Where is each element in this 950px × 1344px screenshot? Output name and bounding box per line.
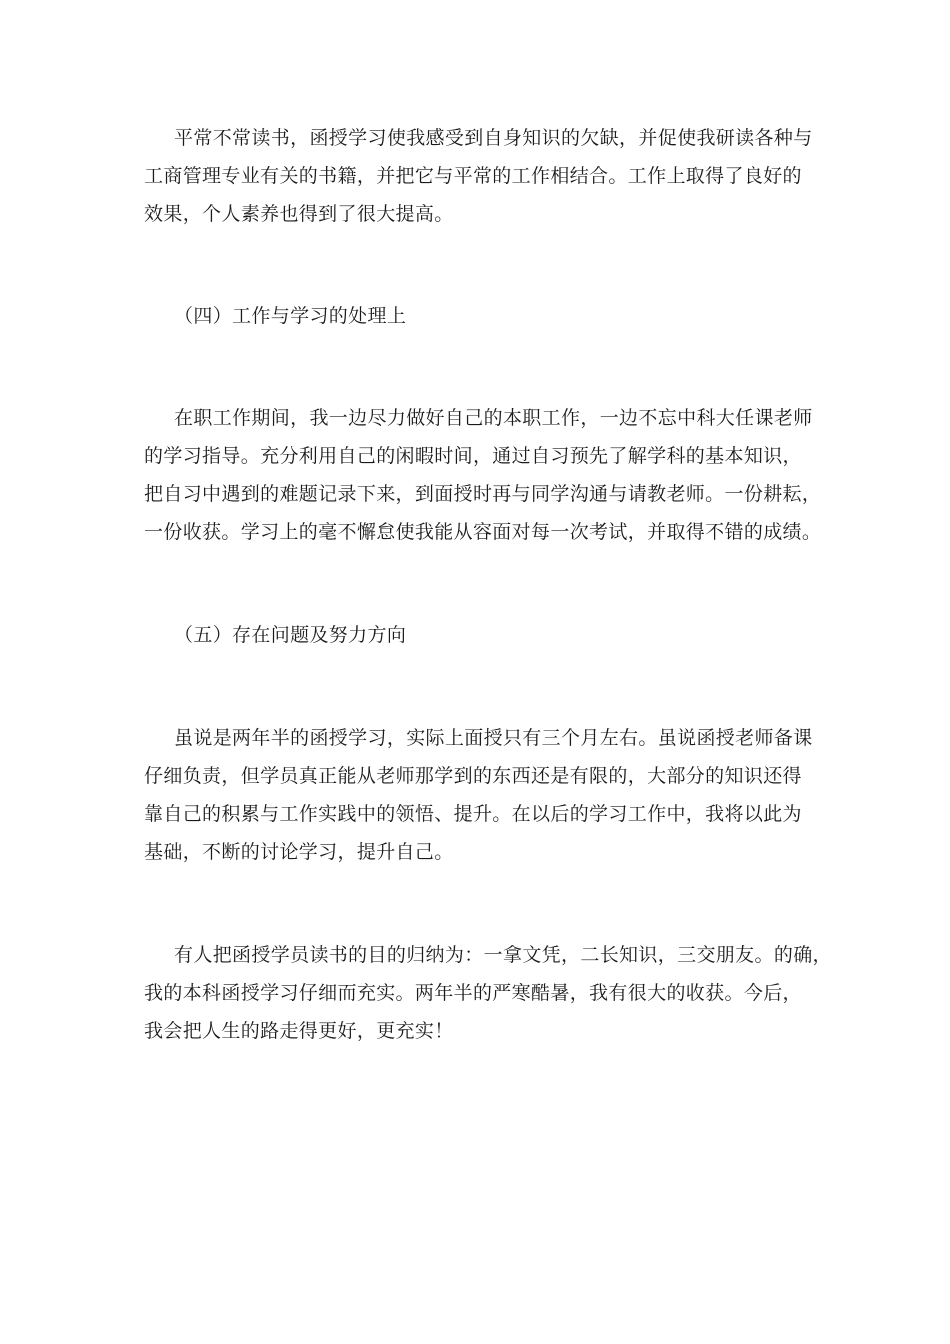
paragraph-line: 工商管理专业有关的书籍，并把它与平常的工作相结合。工作上取得了良好的 [144, 165, 802, 187]
paragraph-line: 在职工作期间，我一边尽力做好自己的本职工作，一边不忘中科大任课老师 [174, 407, 813, 429]
paragraph-line: 靠自己的积累与工作实践中的领悟、提升。在以后的学习工作中，我将以此为 [144, 803, 802, 825]
paragraph-line: 我的本科函授学习仔细而充实。两年半的严寒酷暑，我有很大的收获。今后， [144, 982, 802, 1004]
paragraph-line: 有人把函授学员读书的目的归纳为：一拿文凭，二长知识，三交朋友。的确， [174, 944, 832, 966]
paragraph-line: 基础，不断的讨论学习，提升自己。 [144, 841, 454, 863]
paragraph-line: 的学习指导。充分利用自己的闲暇时间，通过自习预先了解学科的基本知识， [144, 445, 802, 467]
paragraph-line: 虽说是两年半的函授学习，实际上面授只有三个月左右。虽说函授老师备课 [174, 727, 813, 749]
paragraph-line: 效果，个人素养也得到了很大提高。 [144, 203, 454, 225]
paragraph-line: 一份收获。学习上的毫不懈怠使我能从容面对每一次考试，并取得不错的成绩。 [144, 521, 822, 543]
paragraph-line: 我会把人生的路走得更好，更充实！ [144, 1020, 454, 1042]
paragraph-line: 平常不常读书，函授学习使我感受到自身知识的欠缺，并促使我研读各种与 [174, 127, 813, 149]
section-heading-4: （四）工作与学习的处理上 [174, 305, 407, 327]
section-heading-5: （五）存在问题及努力方向 [174, 624, 407, 646]
paragraph-line: 把自习中遇到的难题记录下来，到面授时再与同学沟通与请教老师。一份耕耘， [144, 483, 822, 505]
paragraph-line: 仔细负责，但学员真正能从老师那学到的东西还是有限的，大部分的知识还得 [144, 765, 802, 787]
